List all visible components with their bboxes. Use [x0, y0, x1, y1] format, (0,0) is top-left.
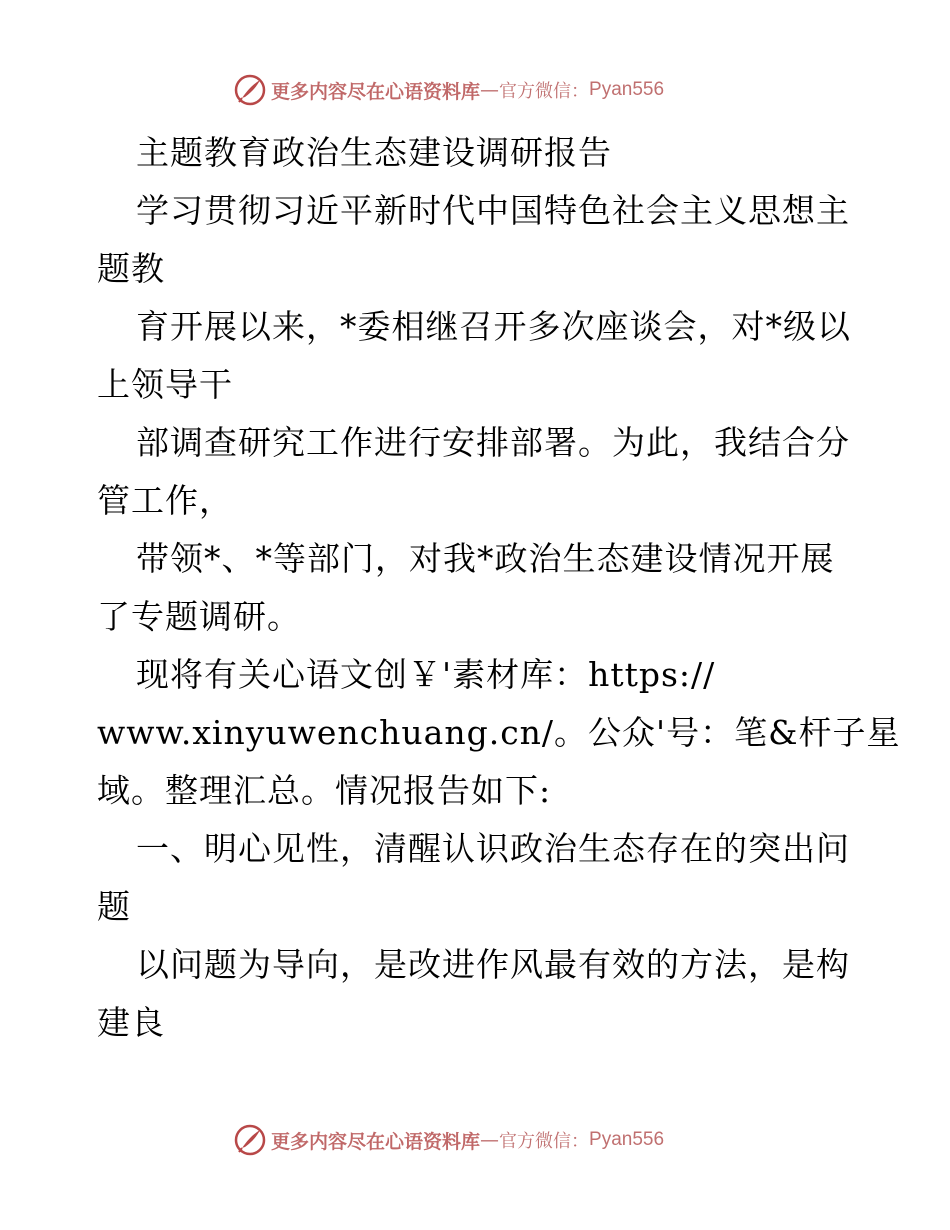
watermark-text: 更多内容尽在心语资料库: [271, 1130, 481, 1153]
paragraph-line: www.xinyuwenchuang.cn/。公众'号：笔&杆子星: [97, 713, 901, 752]
paragraph-line: 育开展以来，*委相继召开多次座谈会，对*级以: [136, 307, 851, 346]
watermark-wechat-label: 官方微信：: [499, 81, 590, 102]
paragraph-line: 现将有关心语文创￥'素材库：https://: [136, 655, 716, 694]
feather-pen-logo-icon: [233, 73, 267, 107]
paragraph-line: 带领*、*等部门，对我*政治生态建设情况开展: [136, 539, 835, 578]
watermark-text: 更多内容尽在心语资料库: [271, 80, 481, 103]
watermark-wechat-label: 官方微信：: [499, 1131, 590, 1152]
feather-pen-logo-icon: [233, 1123, 267, 1157]
watermark-wechat-id: Pyan556: [589, 1129, 665, 1150]
paragraph-line: 了专题调研。: [97, 597, 301, 636]
paragraph-line: 建良: [97, 1003, 165, 1042]
document-body: [97, 124, 901, 1052]
watermark-dash: —: [480, 79, 500, 101]
paragraph-line: 题教: [97, 249, 165, 288]
section-heading: 一、明心见性，清醒认识政治生态存在的突出问: [136, 829, 850, 868]
paragraph-line: 管工作，: [97, 481, 233, 520]
paragraph-line: 域。整理汇总。情况报告如下:: [97, 771, 552, 810]
document-title: 主题教育政治生态建设调研报告: [136, 133, 612, 172]
header-watermark: [233, 72, 664, 108]
footer-watermark: [233, 1122, 664, 1158]
section-heading-continued: 题: [97, 887, 131, 926]
watermark-dash: —: [480, 1129, 500, 1151]
paragraph-line: 部调查研究工作进行安排部署。为此，我结合分: [136, 423, 850, 462]
paragraph-line: 上领导干: [97, 365, 233, 404]
paragraph-line: 以问题为导向，是改进作风最有效的方法，是构: [136, 945, 850, 984]
paragraph-line: 学习贯彻习近平新时代中国特色社会主义思想主: [136, 191, 850, 230]
watermark-wechat-id: Pyan556: [589, 79, 665, 100]
